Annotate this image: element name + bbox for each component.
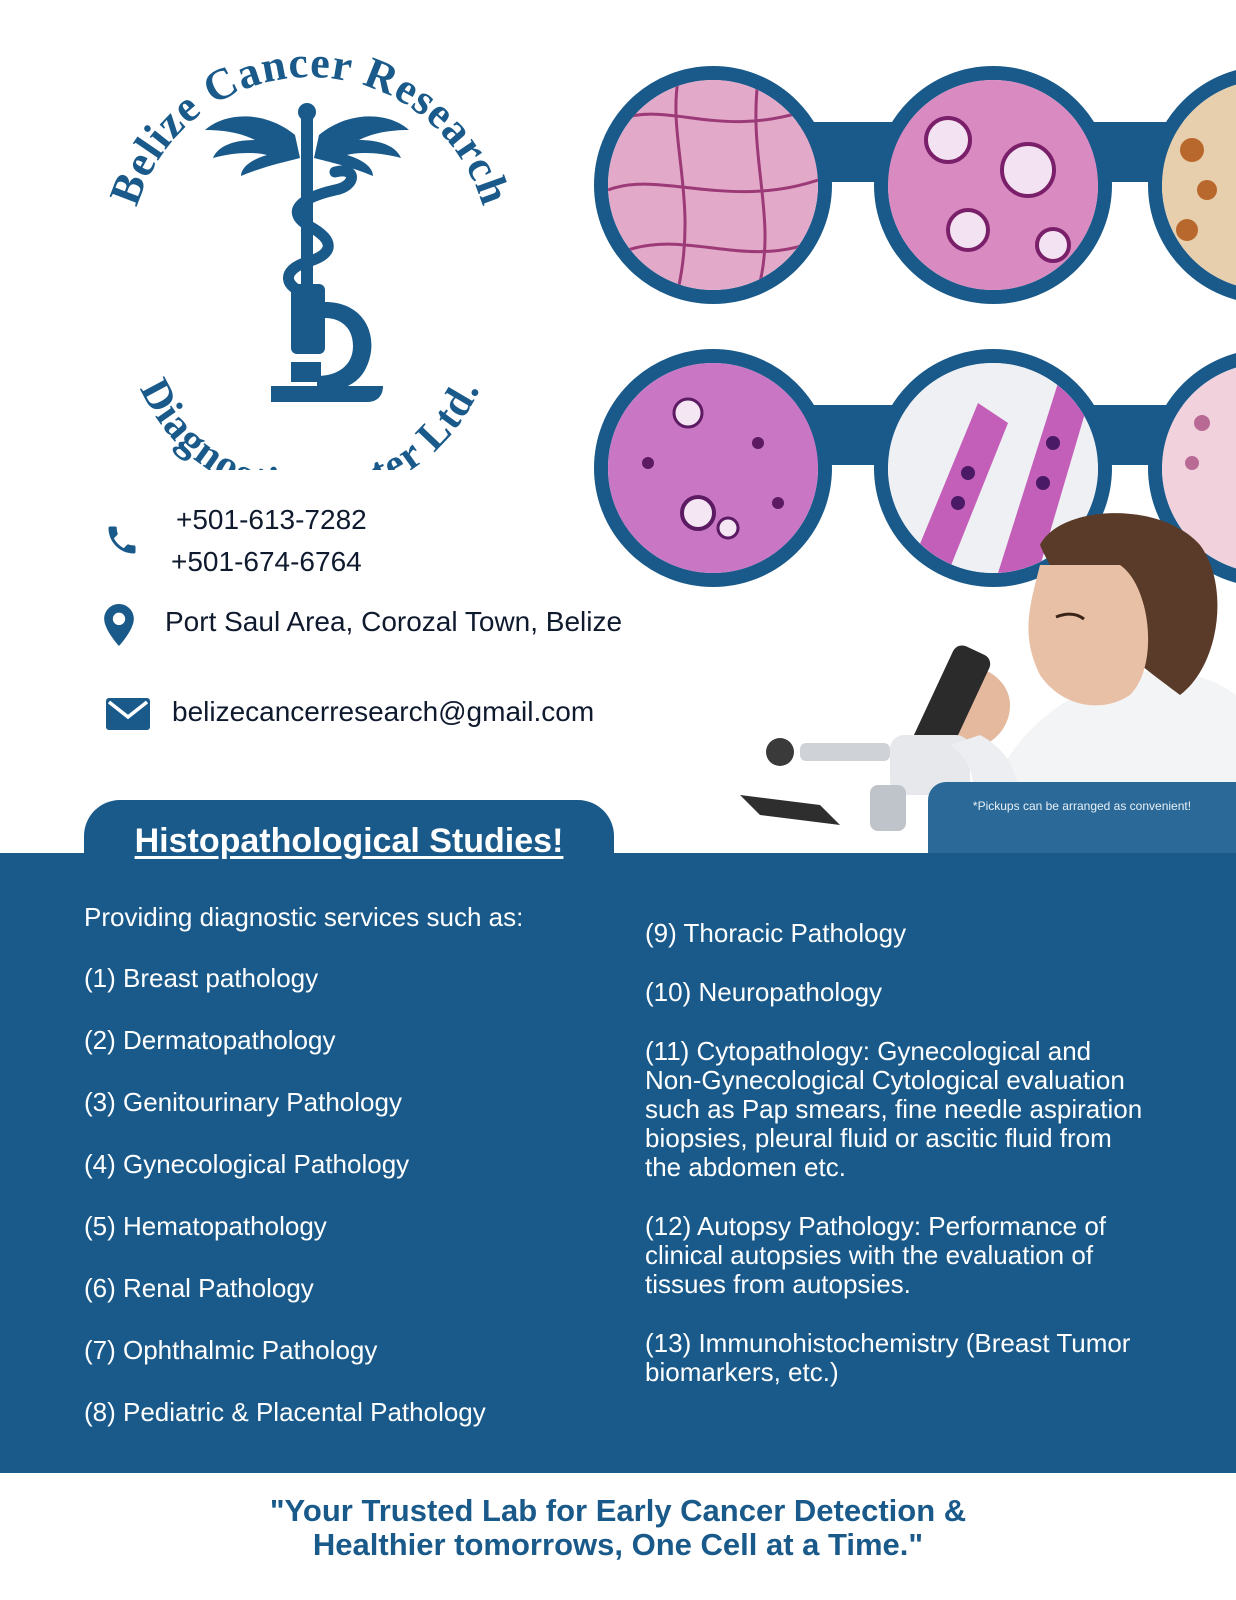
service-item: (4) Gynecological Pathology (84, 1149, 410, 1179)
logo-arc-top: Belize Cancer Research (99, 40, 521, 212)
email-link[interactable]: belizecancerresearch@gmail.com (172, 696, 595, 727)
tagline-line-2: Healthier tomorrows, One Cell at a Time." (312, 1527, 924, 1562)
service-item: (9) Thoracic Pathology (645, 918, 907, 948)
micrograph-1 (594, 66, 832, 304)
services-right-column (645, 919, 1145, 1417)
micrograph-3 (1148, 66, 1236, 304)
location-pin-icon (104, 604, 134, 646)
service-item: (13) Immunohistochemistry (Breast Tumor biomarkers, etc.) (645, 1328, 1131, 1387)
service-item: (6) Renal Pathology (84, 1273, 314, 1303)
mail-icon (106, 698, 150, 730)
service-item: (5) Hematopathology (84, 1211, 327, 1241)
service-item: (11) Cytopathology: Gynecological and Non-Gynecological Cytological evaluation such as Pap smears, fine needle aspiration biopsies, pleural fluid or ascitic fluid from the abdomen etc. (645, 1036, 1143, 1182)
service-item: (2) Dermatopathology (84, 1025, 336, 1055)
service-item: (7) Ophthalmic Pathology (84, 1335, 378, 1365)
phone-icon (104, 522, 140, 558)
service-item: (3) Genitourinary Pathology (84, 1087, 402, 1117)
caduceus-icon (205, 103, 409, 402)
services-heading-tab (84, 800, 614, 870)
services-left-column (84, 903, 624, 1460)
address: Port Saul Area, Corozal Town, Belize (165, 606, 623, 637)
tagline (0, 1494, 1236, 1562)
service-item: (10) Neuropathology (645, 977, 883, 1007)
services-intro: Providing diagnostic services such as: (84, 902, 524, 932)
phone-number-2[interactable]: +501-674-6764 (171, 546, 362, 577)
phone-number-1[interactable]: +501-613-7282 (176, 504, 367, 535)
service-item: (8) Pediatric & Placental Pathology (84, 1397, 486, 1427)
logo-arc-bottom: Diagno er Ltd. (130, 371, 490, 470)
service-item: (12) Autopsy Pathology: Performance of clinical autopsies with the evaluation of tissues from autopsies. (645, 1211, 1107, 1299)
micrograph-2 (874, 66, 1112, 304)
pickup-note: *Pickups can be arranged as convenient! (928, 782, 1236, 854)
tagline-line-1: "Your Trusted Lab for Early Cancer Detection & (269, 1493, 967, 1528)
logo (95, 40, 525, 470)
service-item: (1) Breast pathology (84, 963, 319, 993)
services-heading: Histopathological Studies! (134, 822, 564, 860)
